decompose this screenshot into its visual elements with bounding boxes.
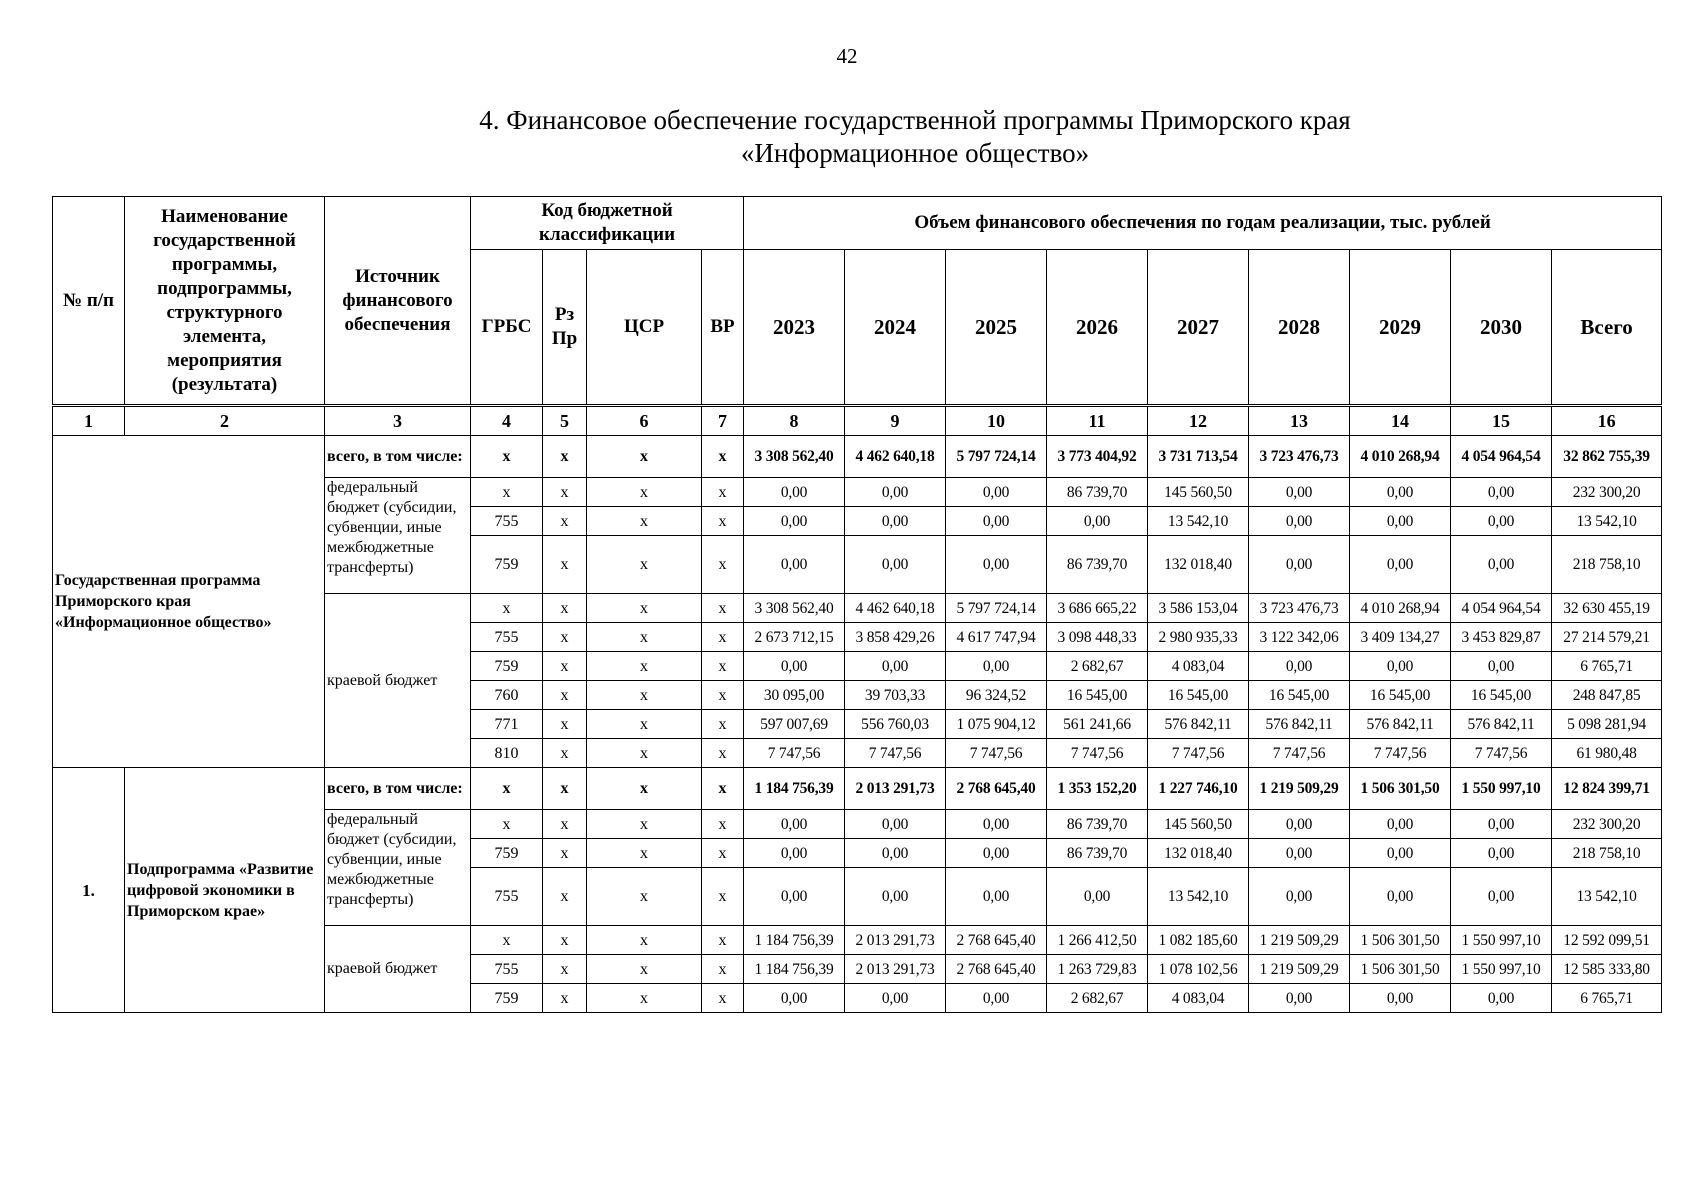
value-year: 13 542,10 [1148, 868, 1249, 926]
column-number: 10 [946, 406, 1047, 436]
code-grbs: 759 [471, 536, 543, 594]
value-year: 3 308 562,40 [744, 436, 845, 478]
value-year: 3 453 829,87 [1451, 623, 1552, 652]
code-csr: x [587, 710, 702, 739]
value-year: 597 007,69 [744, 710, 845, 739]
value-year: 86 739,70 [1047, 810, 1148, 839]
source-regional: краевой бюджет [325, 926, 471, 1013]
value-year: 1 353 152,20 [1047, 768, 1148, 810]
value-year: 16 545,00 [1350, 681, 1451, 710]
value-year: 132 018,40 [1148, 536, 1249, 594]
page-number: 42 [836, 44, 858, 68]
value-year: 4 462 640,18 [845, 594, 946, 623]
code-rzpr: x [543, 681, 587, 710]
header-year: 2025 [946, 250, 1047, 406]
code-vr: x [702, 681, 744, 710]
value-year: 1 506 301,50 [1350, 926, 1451, 955]
value-year: 4 083,04 [1148, 652, 1249, 681]
value-year: 0,00 [1350, 868, 1451, 926]
value-total: 6 765,71 [1552, 652, 1662, 681]
value-year: 576 842,11 [1451, 710, 1552, 739]
code-grbs: 755 [471, 868, 543, 926]
code-rzpr: x [543, 839, 587, 868]
column-number: 13 [1249, 406, 1350, 436]
value-total: 218 758,10 [1552, 536, 1662, 594]
value-total: 12 592 099,51 [1552, 926, 1662, 955]
value-year: 3 409 134,27 [1350, 623, 1451, 652]
value-year: 3 731 713,54 [1148, 436, 1249, 478]
code-vr: x [702, 984, 744, 1013]
subprogram-name: Подпрограмма «Развитие цифровой экономики в Приморском крае» [125, 768, 325, 1013]
value-year: 1 082 185,60 [1148, 926, 1249, 955]
value-year: 0,00 [744, 507, 845, 536]
code-vr: x [702, 955, 744, 984]
header-year: 2030 [1451, 250, 1552, 406]
code-vr: x [702, 436, 744, 478]
value-year: 0,00 [946, 810, 1047, 839]
value-year: 0,00 [744, 478, 845, 507]
code-vr: x [702, 926, 744, 955]
table-row [53, 768, 1662, 810]
code-vr: x [702, 810, 744, 839]
value-year: 39 703,33 [845, 681, 946, 710]
column-number: 6 [587, 406, 702, 436]
value-year: 0,00 [1451, 839, 1552, 868]
code-csr: x [587, 507, 702, 536]
value-total: 13 542,10 [1552, 507, 1662, 536]
value-year: 2 768 645,40 [946, 926, 1047, 955]
value-year: 0,00 [1451, 507, 1552, 536]
header-year: 2028 [1249, 250, 1350, 406]
code-rzpr: x [543, 810, 587, 839]
column-number: 3 [325, 406, 471, 436]
value-year: 1 078 102,56 [1148, 955, 1249, 984]
value-year: 0,00 [845, 839, 946, 868]
value-total: 32 630 455,19 [1552, 594, 1662, 623]
header-year: 2024 [845, 250, 946, 406]
value-year: 1 266 412,50 [1047, 926, 1148, 955]
value-year: 4 054 964,54 [1451, 594, 1552, 623]
value-year: 1 550 997,10 [1451, 926, 1552, 955]
header-volume: Объем финансового обеспечения по годам реализации, тыс. рублей [744, 197, 1662, 250]
code-grbs: 755 [471, 623, 543, 652]
code-rzpr: x [543, 710, 587, 739]
value-year: 16 545,00 [1451, 681, 1552, 710]
header-kbk: Код бюджетной классификации [471, 197, 744, 250]
code-rzpr: x [543, 955, 587, 984]
value-year: 0,00 [1451, 868, 1552, 926]
value-total: 248 847,85 [1552, 681, 1662, 710]
code-grbs: 760 [471, 681, 543, 710]
column-number: 8 [744, 406, 845, 436]
row-number: 1. [53, 768, 125, 1013]
value-year: 0,00 [845, 868, 946, 926]
value-year: 0,00 [744, 984, 845, 1013]
code-grbs: x [471, 594, 543, 623]
code-grbs: x [471, 768, 543, 810]
value-year: 1 227 746,10 [1148, 768, 1249, 810]
column-number: 4 [471, 406, 543, 436]
value-year: 0,00 [1047, 868, 1148, 926]
value-year: 0,00 [1451, 478, 1552, 507]
value-year: 1 263 729,83 [1047, 955, 1148, 984]
title-line-2: «Информационное общество» [740, 138, 1090, 168]
value-year: 2 013 291,73 [845, 955, 946, 984]
value-year: 16 545,00 [1047, 681, 1148, 710]
code-csr: x [587, 436, 702, 478]
value-year: 2 768 645,40 [946, 955, 1047, 984]
value-year: 1 184 756,39 [744, 768, 845, 810]
value-year: 0,00 [1350, 984, 1451, 1013]
value-year: 3 098 448,33 [1047, 623, 1148, 652]
value-year: 3 586 153,04 [1148, 594, 1249, 623]
value-year: 1 184 756,39 [744, 955, 845, 984]
code-vr: x [702, 478, 744, 507]
section-title [0, 104, 1694, 170]
value-year: 7 747,56 [946, 739, 1047, 768]
column-number: 7 [702, 406, 744, 436]
value-year: 3 773 404,92 [1047, 436, 1148, 478]
code-vr: x [702, 507, 744, 536]
code-csr: x [587, 768, 702, 810]
value-year: 576 842,11 [1350, 710, 1451, 739]
value-year: 86 739,70 [1047, 536, 1148, 594]
column-number: 15 [1451, 406, 1552, 436]
code-csr: x [587, 681, 702, 710]
value-year: 0,00 [946, 507, 1047, 536]
value-year: 0,00 [744, 536, 845, 594]
header-year: 2029 [1350, 250, 1451, 406]
value-total: 232 300,20 [1552, 810, 1662, 839]
code-grbs: x [471, 926, 543, 955]
value-year: 0,00 [946, 652, 1047, 681]
code-csr: x [587, 652, 702, 681]
code-rzpr: x [543, 984, 587, 1013]
value-year: 5 797 724,14 [946, 594, 1047, 623]
value-year: 0,00 [1451, 810, 1552, 839]
value-year: 86 739,70 [1047, 839, 1148, 868]
value-year: 7 747,56 [1047, 739, 1148, 768]
column-number: 11 [1047, 406, 1148, 436]
value-year: 16 545,00 [1249, 681, 1350, 710]
value-year: 0,00 [946, 984, 1047, 1013]
value-year: 96 324,52 [946, 681, 1047, 710]
value-total: 232 300,20 [1552, 478, 1662, 507]
value-total: 27 214 579,21 [1552, 623, 1662, 652]
column-number: 12 [1148, 406, 1249, 436]
value-year: 0,00 [744, 868, 845, 926]
value-year: 4 010 268,94 [1350, 436, 1451, 478]
code-vr: x [702, 768, 744, 810]
value-year: 0,00 [1249, 810, 1350, 839]
value-year: 16 545,00 [1148, 681, 1249, 710]
value-total: 13 542,10 [1552, 868, 1662, 926]
value-year: 0,00 [1451, 536, 1552, 594]
value-total: 5 098 281,94 [1552, 710, 1662, 739]
value-year: 1 219 509,29 [1249, 955, 1350, 984]
value-year: 576 842,11 [1148, 710, 1249, 739]
value-year: 145 560,50 [1148, 810, 1249, 839]
value-year: 0,00 [1451, 652, 1552, 681]
code-vr: x [702, 739, 744, 768]
code-grbs: x [471, 810, 543, 839]
value-year: 1 506 301,50 [1350, 955, 1451, 984]
value-year: 561 241,66 [1047, 710, 1148, 739]
table-body [53, 406, 1662, 1013]
code-grbs: x [471, 478, 543, 507]
code-grbs: x [471, 436, 543, 478]
code-rzpr: x [543, 507, 587, 536]
source-regional: краевой бюджет [325, 594, 471, 768]
value-year: 0,00 [1249, 839, 1350, 868]
header-name: Наименование государственной программы, подпрограммы, структурного элемента, мероприятия (результата) [125, 197, 325, 406]
code-csr: x [587, 536, 702, 594]
program-name: Государственная программа Приморского края «Информационное общество» [53, 436, 325, 768]
value-year: 30 095,00 [744, 681, 845, 710]
value-year: 0,00 [845, 536, 946, 594]
table-row [53, 436, 1662, 478]
value-total: 12 824 399,71 [1552, 768, 1662, 810]
code-csr: x [587, 623, 702, 652]
header-grbs: ГРБС [471, 250, 543, 406]
value-year: 1 184 756,39 [744, 926, 845, 955]
value-year: 3 858 429,26 [845, 623, 946, 652]
value-year: 4 617 747,94 [946, 623, 1047, 652]
code-rzpr: x [543, 623, 587, 652]
value-year: 2 013 291,73 [845, 768, 946, 810]
column-number: 14 [1350, 406, 1451, 436]
title-line-1: 4. Финансовое обеспечение государственной программы Приморского края [479, 105, 1351, 135]
value-year: 0,00 [1350, 507, 1451, 536]
column-number: 5 [543, 406, 587, 436]
code-rzpr: x [543, 926, 587, 955]
value-year: 0,00 [1249, 507, 1350, 536]
value-year: 0,00 [1249, 984, 1350, 1013]
header-vr: ВР [702, 250, 744, 406]
source-total-label: всего, в том числе: [327, 447, 463, 465]
value-year: 576 842,11 [1249, 710, 1350, 739]
code-rzpr: x [543, 478, 587, 507]
code-grbs: 810 [471, 739, 543, 768]
source-total-label: всего, в том числе: [327, 779, 463, 797]
code-vr: x [702, 536, 744, 594]
code-csr: x [587, 810, 702, 839]
value-year: 0,00 [1350, 839, 1451, 868]
value-year: 4 462 640,18 [845, 436, 946, 478]
value-year: 86 739,70 [1047, 478, 1148, 507]
value-year: 2 682,67 [1047, 652, 1148, 681]
code-vr: x [702, 868, 744, 926]
value-year: 0,00 [845, 478, 946, 507]
value-total: 61 980,48 [1552, 739, 1662, 768]
value-year: 5 797 724,14 [946, 436, 1047, 478]
value-year: 1 075 904,12 [946, 710, 1047, 739]
value-year: 0,00 [845, 984, 946, 1013]
value-year: 1 219 509,29 [1249, 768, 1350, 810]
value-year: 132 018,40 [1148, 839, 1249, 868]
value-year: 0,00 [1350, 478, 1451, 507]
value-year: 3 723 476,73 [1249, 594, 1350, 623]
source-total [325, 436, 471, 478]
code-rzpr: x [543, 536, 587, 594]
header-source: Источник финансового обеспечения [325, 197, 471, 406]
header-num: № п/п [53, 197, 125, 406]
value-year: 1 550 997,10 [1451, 955, 1552, 984]
code-csr: x [587, 594, 702, 623]
value-year: 2 980 935,33 [1148, 623, 1249, 652]
code-vr: x [702, 839, 744, 868]
value-year: 4 054 964,54 [1451, 436, 1552, 478]
value-year: 7 747,56 [1148, 739, 1249, 768]
code-vr: x [702, 594, 744, 623]
value-total: 6 765,71 [1552, 984, 1662, 1013]
code-csr: x [587, 984, 702, 1013]
value-year: 1 506 301,50 [1350, 768, 1451, 810]
column-number: 1 [53, 406, 125, 436]
code-grbs: 755 [471, 955, 543, 984]
code-csr: x [587, 478, 702, 507]
code-rzpr: x [543, 739, 587, 768]
code-csr: x [587, 926, 702, 955]
code-grbs: 759 [471, 652, 543, 681]
header-csr: ЦСР [587, 250, 702, 406]
code-vr: x [702, 652, 744, 681]
code-csr: x [587, 955, 702, 984]
column-numbers-row [53, 406, 1662, 436]
value-year: 2 673 712,15 [744, 623, 845, 652]
value-year: 3 686 665,22 [1047, 594, 1148, 623]
value-year: 2 013 291,73 [845, 926, 946, 955]
value-year: 3 723 476,73 [1249, 436, 1350, 478]
value-year: 0,00 [1249, 868, 1350, 926]
financing-table [52, 196, 1662, 1013]
header-year: 2026 [1047, 250, 1148, 406]
value-year: 0,00 [946, 839, 1047, 868]
value-year: 0,00 [845, 810, 946, 839]
header-total: Всего [1552, 250, 1662, 406]
value-year: 0,00 [1047, 507, 1148, 536]
code-rzpr: x [543, 436, 587, 478]
value-year: 556 760,03 [845, 710, 946, 739]
value-year: 0,00 [744, 652, 845, 681]
value-year: 7 747,56 [1350, 739, 1451, 768]
value-year: 145 560,50 [1148, 478, 1249, 507]
code-rzpr: x [543, 768, 587, 810]
code-rzpr: x [543, 594, 587, 623]
code-csr: x [587, 839, 702, 868]
value-year: 0,00 [1451, 984, 1552, 1013]
code-grbs: 759 [471, 839, 543, 868]
header-year: 2027 [1148, 250, 1249, 406]
header-rzpr: Рз Пр [543, 250, 587, 406]
code-csr: x [587, 739, 702, 768]
value-year: 0,00 [744, 810, 845, 839]
value-year: 0,00 [946, 478, 1047, 507]
value-year: 13 542,10 [1148, 507, 1249, 536]
column-number: 9 [845, 406, 946, 436]
code-grbs: 755 [471, 507, 543, 536]
column-number: 2 [125, 406, 325, 436]
value-year: 0,00 [946, 868, 1047, 926]
value-total: 32 862 755,39 [1552, 436, 1662, 478]
code-rzpr: x [543, 868, 587, 926]
value-year: 7 747,56 [744, 739, 845, 768]
value-year: 0,00 [744, 839, 845, 868]
value-year: 0,00 [1249, 536, 1350, 594]
value-year: 0,00 [946, 536, 1047, 594]
value-year: 4 010 268,94 [1350, 594, 1451, 623]
code-vr: x [702, 710, 744, 739]
table-header [53, 197, 1662, 406]
code-vr: x [702, 623, 744, 652]
value-total: 218 758,10 [1552, 839, 1662, 868]
value-year: 0,00 [1350, 810, 1451, 839]
value-year: 3 122 342,06 [1249, 623, 1350, 652]
code-rzpr: x [543, 652, 587, 681]
value-year: 7 747,56 [845, 739, 946, 768]
value-year: 0,00 [1249, 478, 1350, 507]
value-year: 0,00 [845, 652, 946, 681]
value-year: 7 747,56 [1451, 739, 1552, 768]
value-year: 0,00 [1350, 652, 1451, 681]
value-year: 1 219 509,29 [1249, 926, 1350, 955]
value-year: 2 682,67 [1047, 984, 1148, 1013]
column-number: 16 [1552, 406, 1662, 436]
value-year: 7 747,56 [1249, 739, 1350, 768]
value-year: 0,00 [845, 507, 946, 536]
value-year: 0,00 [1249, 652, 1350, 681]
value-year: 4 083,04 [1148, 984, 1249, 1013]
source-federal: федеральный бюджет (субсидии, субвенции, иные межбюджетные трансферты) [325, 478, 471, 594]
source-federal: федеральный бюджет (субсидии, субвенции, иные межбюджетные трансферты) [325, 810, 471, 926]
code-grbs: 759 [471, 984, 543, 1013]
header-year: 2023 [744, 250, 845, 406]
value-total: 12 585 333,80 [1552, 955, 1662, 984]
value-year: 1 550 997,10 [1451, 768, 1552, 810]
code-grbs: 771 [471, 710, 543, 739]
value-year: 0,00 [1350, 536, 1451, 594]
value-year: 2 768 645,40 [946, 768, 1047, 810]
source-total [325, 768, 471, 810]
value-year: 3 308 562,40 [744, 594, 845, 623]
code-csr: x [587, 868, 702, 926]
